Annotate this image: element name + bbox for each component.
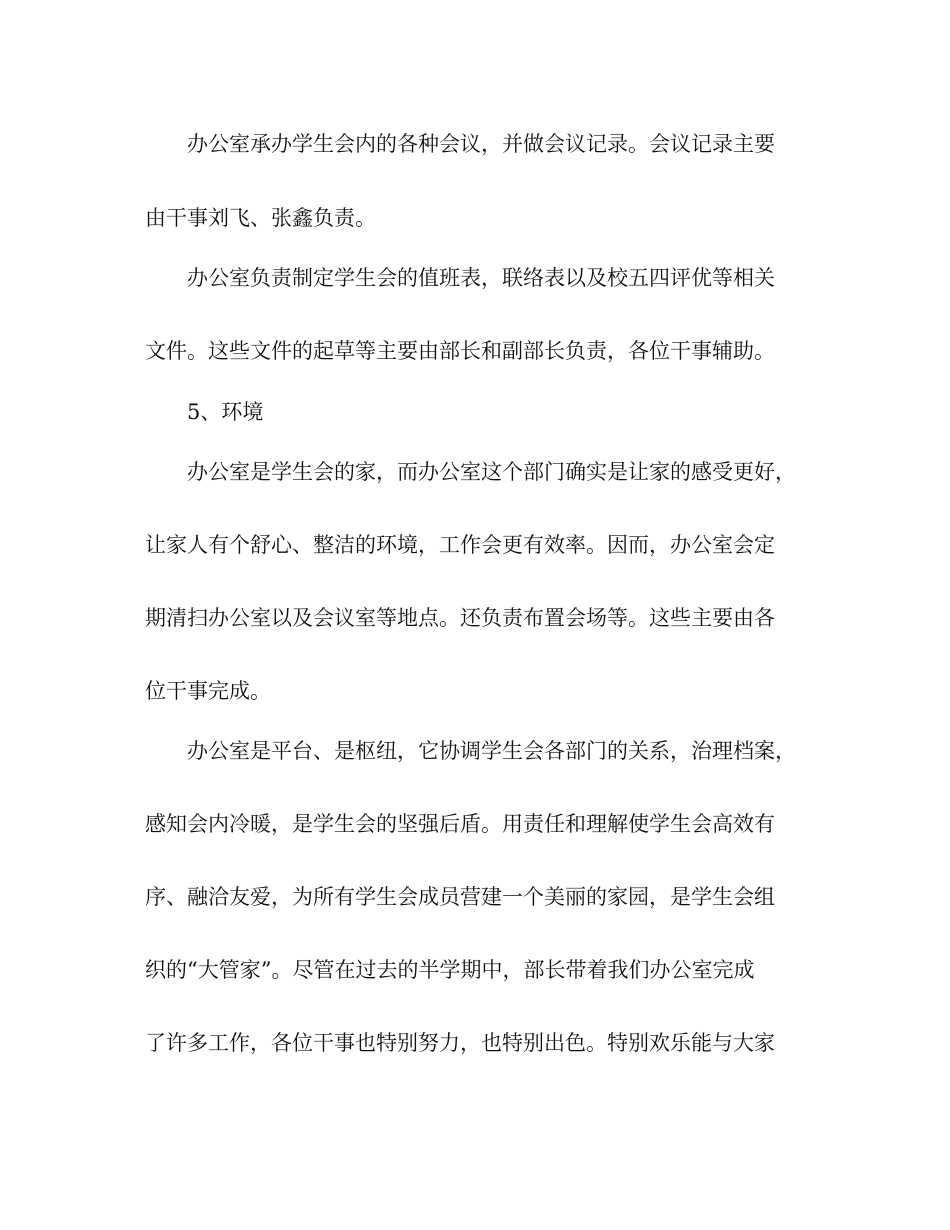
paragraph-line: 位干事完成。 [145,679,271,703]
paragraph-line: 期清扫办公室以及会议室等地点。还负责布置会场等。这些主要由各 [145,606,775,630]
paragraph-line: 文件。这些文件的起草等主要由部长和副部长负责，各位干事辅助。 [145,339,775,363]
paragraph-line: 让家人有个舒心、整洁的环境，工作会更有效率。因而，办公室会定 [145,533,775,557]
paragraph-line: 办公室负责制定学生会的值班表，联络表以及校五四评优等相关 [187,266,775,290]
paragraph-line: 织的“大管家”。尽管在过去的半学期中，部长带着我们办公室完成 [145,958,755,982]
paragraph-line: 办公室承办学生会内的各种会议，并做会议记录。会议记录主要 [187,132,775,156]
paragraph-line: 办公室是平台、是枢纽，它协调学生会各部门的关系，治理档案， [187,739,796,763]
paragraph-line: 办公室是学生会的家，而办公室这个部门确实是让家的感受更好， [187,460,796,484]
section-heading: 5、环境 [187,400,264,424]
paragraph-line: 感知会内冷暖，是学生会的坚强后盾。用责任和理解使学生会高效有 [145,812,775,836]
paragraph-line: 由干事刘飞、张鑫负责。 [145,206,376,230]
paragraph-line: 了许多工作，各位干事也特别努力，也特别出色。特别欢乐能与大家 [145,1031,775,1055]
paragraph-line: 序、融洽友爱，为所有学生会成员营建一个美丽的家园，是学生会组 [145,885,775,909]
